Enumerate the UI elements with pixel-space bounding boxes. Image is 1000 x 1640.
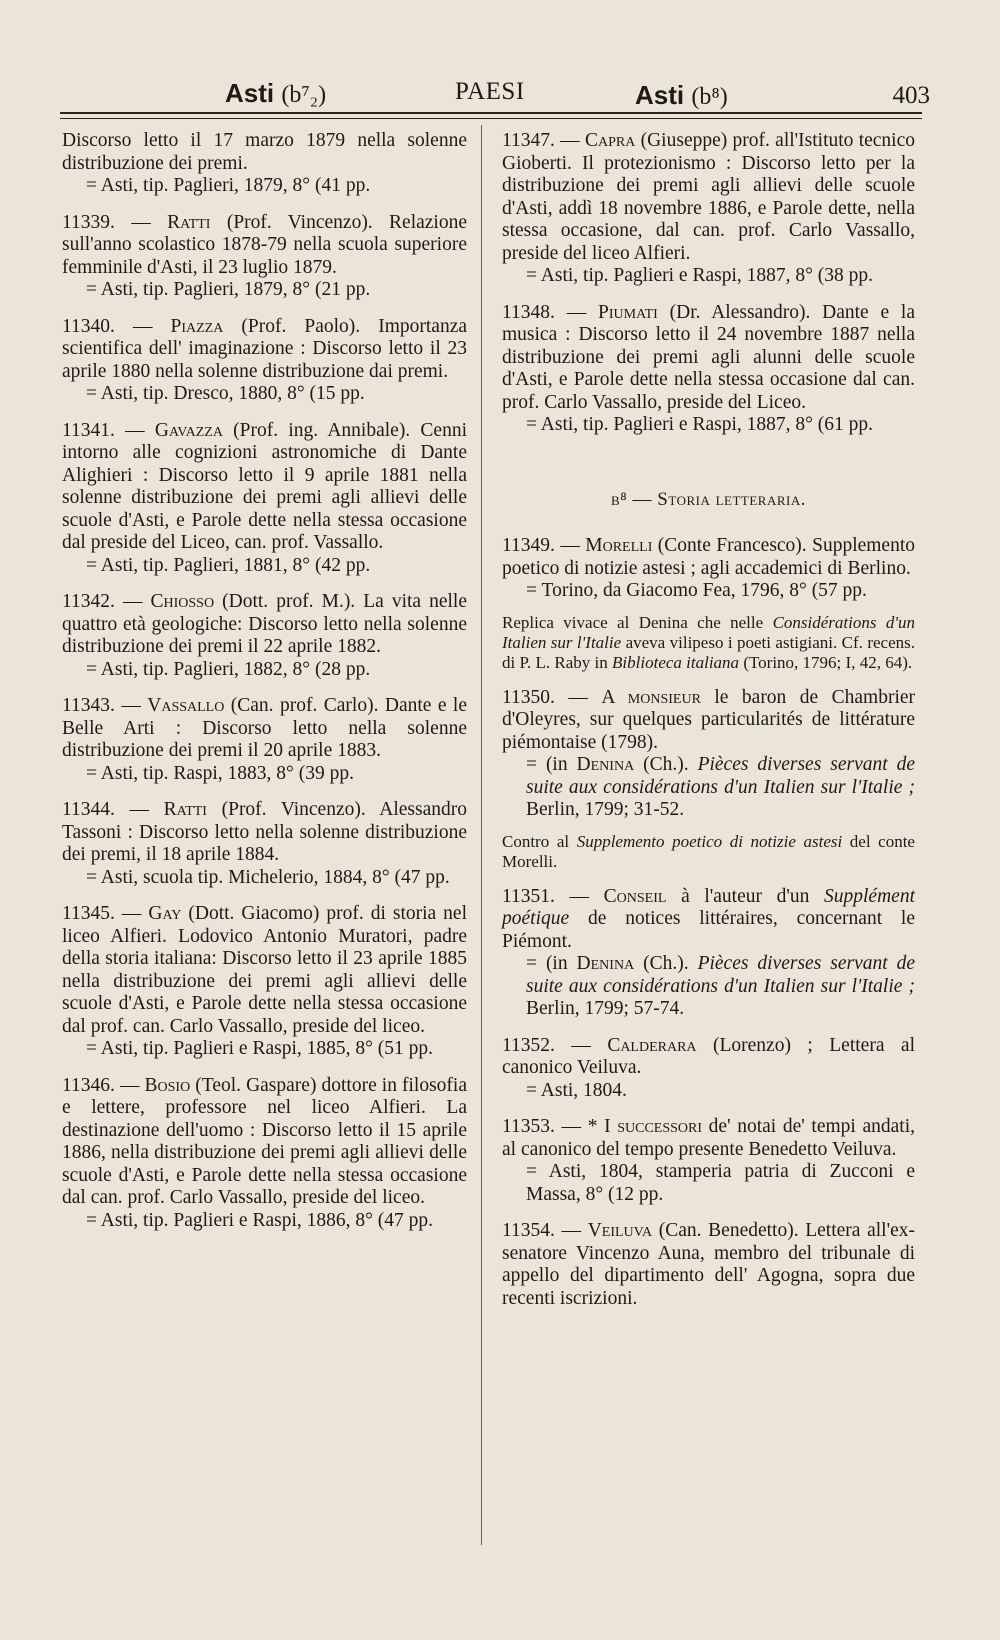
entry-note: Contro al Supplemento poetico di notizie astesi del conte Morelli. bbox=[502, 831, 915, 871]
entry-imprint: = Asti, 1804, stamperia patria di Zucconi e Massa, 8° (12 pp. bbox=[526, 1161, 915, 1205]
entry-11341: 11341. — Gavazza (Prof. ing. Annibale). Cenni intorno alle cognizioni astronomiche di Dante Alighieri : Discorso letto il 9 aprile 1881 nella solenne distribuzione dei premi agli allievi delle scuole d'Asti, e Parole dette nella stessa occasione dal preside del Liceo, can. prof. Vassallo. = Asti, tip. Paglieri, 1881, 8° (42 pp. bbox=[62, 419, 468, 576]
entry-11352: 11352. — Calderara (Lorenzo) ; Lettera al canonico Veiluva. = Asti, 1804. bbox=[502, 1034, 915, 1101]
entry-author: Veiluva bbox=[587, 1220, 653, 1241]
entry-author: * I successori bbox=[587, 1116, 703, 1137]
entry-11347: 11347. — Capra (Giuseppe) prof. all'Istituto tecnico Gioberti. Il protezionismo : Discorso letto per la distribuzione dei premi agli allievi delle scuole d'Asti, addì 18 novembre 1886, e Parole dette, nella stessa occasione, dal can. prof. Carlo Vassallo, preside del liceo Alfieri. = Asti, tip. Paglieri e Raspi, 1887, 8° (38 pp. bbox=[502, 130, 915, 286]
entry-title: le baron de Chambrier d'Oleyres, sur quelques particularités de littérature piémontaise (1798). bbox=[502, 686, 916, 753]
entry-imprint: = (in Denina (Ch.). Pièces diverses servant de suite aux considérations d'un Italien sur l'Italie ; Berlin, 1799; 57-74. bbox=[526, 953, 915, 1019]
entry-11345: 11345. — Gay (Dott. Giacomo) prof. di storia nel liceo Alfieri. Lodovico Antonio Muratori, padre della storia italiana: Discorso letto il 23 aprile 1885 nella distribuzione dei premi agli allievi delle scuole d'Asti, e Parole dette nella stessa occasione dal prof. can. Carlo Vassallo, preside del liceo. = Asti, tip. Paglieri e Raspi, 1885, 8° (51 pp. bbox=[62, 903, 467, 1059]
entry-author: Morelli bbox=[585, 535, 653, 556]
entry-imprint: = Asti, tip. Paglieri, 1879, 8° (41 pp. bbox=[86, 175, 371, 196]
entry-imprint: = Asti, scuola tip. Michelerio, 1884, 8° (47 pp. bbox=[86, 866, 450, 888]
entry-title: (Prof. Paolo). Importanza scientifica dell' imaginazione : Discorso letto il 23 aprile 1880 nella solenne distribuzione dai premi. bbox=[62, 315, 468, 382]
entry-title: (Dott. prof. M.). La vita nelle quattro età geologiche: Discorso letto nella solenne distribuzione dei premi il 22 aprile 1882. bbox=[62, 591, 468, 657]
entry-author: Gavazza bbox=[154, 419, 223, 441]
entry-imprint: = Asti, tip. Paglieri e Raspi, 1886, 8° (47 pp. bbox=[86, 1209, 434, 1231]
entry-11350: 11350. — A monsieur le baron de Chambrier d'Oleyres, sur quelques particularités de littérature piémontaise (1798). = (in Denina (Ch.). Pièces diverses servant de suite aux considérations d'un Italien sur l'Italie ; Berlin, 1799; 31-52. bbox=[502, 686, 916, 820]
entry-11342: 11342. — Chiosso (Dott. prof. M.). La vita nelle quattro età geologiche: Discorso letto nella solenne distribuzione dei premi il 22 aprile 1882. = Asti, tip. Paglieri, 1882, 8° (28 pp. bbox=[62, 591, 468, 680]
entry-title: (Dr. Alessandro). Dante e la musica : Discorso letto il 24 novembre 1887 nella distribuzione dei premi agli alunni delle scuole d'Asti, e Parole dette nella stessa occasione dal can. prof. Carlo Vassallo, preside del Liceo. bbox=[502, 301, 915, 413]
entry-author: Vassallo bbox=[147, 695, 225, 716]
entry-imprint: = Asti, tip. Dresco, 1880, 8° (15 pp. bbox=[86, 383, 365, 404]
entry-number: 11341. bbox=[62, 419, 115, 441]
entry-title: (Can. Benedetto). Lettera all'ex-senatore Vincenzo Auna, membro del tribunale di appello del dipartimento dell' Agogna, sopra due recenti iscrizioni. bbox=[502, 1220, 915, 1309]
running-header bbox=[55, 72, 930, 112]
page-number: 403 bbox=[892, 82, 930, 109]
entry-number: 11342. bbox=[62, 591, 115, 612]
header-left: Asti (b⁷₂) bbox=[225, 78, 327, 108]
entry-number: 11344. bbox=[62, 799, 115, 820]
header-rule bbox=[60, 112, 922, 114]
entry-imprint: = Asti, tip. Paglieri e Raspi, 1885, 8° (51 pp. bbox=[86, 1038, 434, 1059]
entry-11354: 11354. — Veiluva (Can. Benedetto). Lettera all'ex-senatore Vincenzo Auna, membro del tribunale di appello del dipartimento dell' Agogna, sopra due recenti iscrizioni. bbox=[502, 1220, 915, 1309]
entry-title: (Lorenzo) ; Lettera al canonico Veiluva. bbox=[502, 1034, 915, 1078]
entry-author: Piumati bbox=[598, 301, 658, 323]
entry-number: 11349. bbox=[502, 535, 555, 556]
entry-author: Ratti bbox=[163, 799, 207, 820]
entry-number: 11345. bbox=[62, 903, 115, 924]
entry-11339: 11339. — Ratti (Prof. Vincenzo). Relazione sull'anno scolastico 1878-79 nella scuola superiore femminile d'Asti, il 23 luglio 1879. = Asti, tip. Paglieri, 1879, 8° (21 pp. bbox=[62, 211, 468, 300]
header-center: PAESI bbox=[455, 78, 525, 105]
entry-title: de' notai de' tempi andati, al canonico del tempo presente Benedetto Veiluva. bbox=[502, 1116, 915, 1160]
entry-number: 11351. bbox=[502, 885, 555, 907]
entry-imprint: = Asti, tip. Paglieri, 1881, 8° (42 pp. bbox=[86, 554, 371, 576]
entry-11346: 11346. — Bosio (Teol. Gaspare) dottore in filosofia e lettere, professore nel liceo Alfieri. La destinazione dell'uomo : Discorso letto il 15 aprile 1886, nella distribuzione dei premi agli allievi delle scuole d'Asti, e Parole dette nella stessa occasione dal can. prof. Carlo Vassallo, preside del liceo. = Asti, tip. Paglieri e Raspi, 1886, 8° (47 pp. bbox=[62, 1074, 467, 1231]
right-column bbox=[502, 130, 915, 1324]
entry-title: (Prof. Vincenzo). Relazione sull'anno scolastico 1878-79 nella scuola superiore femminile d'Asti, il 23 luglio 1879. bbox=[62, 211, 468, 278]
entry-note: Replica vivace al Denina che nelle Considérations d'un Italien sur l'Italie aveva vilipeso i poeti astigiani. Cf. recens. di P. L. Raby in Biblioteca italiana (Torino, 1796; I, 42, 64). bbox=[502, 612, 915, 672]
entry-number: 11354. bbox=[502, 1220, 555, 1241]
entry-continued bbox=[62, 130, 467, 198]
entry-imprint: = Asti, tip. Paglieri e Raspi, 1887, 8° (38 pp. bbox=[526, 265, 874, 286]
entry-number: 11352. bbox=[502, 1034, 555, 1056]
entry-imprint: = Torino, da Giacomo Fea, 1796, 8° (57 pp. bbox=[526, 580, 867, 601]
entry-title: (Teol. Gaspare) dottore in filosofia e lettere, professore nel liceo Alfieri. La destinazione dell'uomo : Discorso letto il 15 aprile 1886, nella distribuzione dei premi agli allievi delle scuole d'Asti, e Parole dette nella stessa occasione dal can. prof. Carlo Vassallo, preside del liceo. bbox=[62, 1074, 467, 1208]
entry-author: Calderara bbox=[607, 1034, 697, 1056]
entry-author: Bosio bbox=[144, 1074, 191, 1096]
entry-author: A monsieur bbox=[601, 686, 701, 708]
entry-11344: 11344. — Ratti (Prof. Vincenzo). Alessandro Tassoni : Discorso letto nella solenne distribuzione dei premi, il 18 aprile 1884. = Asti, scuola tip. Michelerio, 1884, 8° (47 pp. bbox=[62, 799, 467, 888]
entry-title: (Giuseppe) prof. all'Istituto tecnico Gioberti. Il protezionismo : Discorso letto per la distribuzione dei premi agli allievi delle scuole d'Asti, addì 18 novembre 1886, e Parole dette, nella stessa occasione, dal can. prof. Carlo Vassallo, preside del liceo Alfieri. bbox=[502, 130, 915, 264]
entry-11349: 11349. — Morelli (Conte Francesco). Supplemento poetico di notizie astesi ; agli accademici di Berlino. = Torino, da Giacomo Fea, 1796, 8° (57 pp. bbox=[502, 535, 916, 601]
entry-title: (Prof. ing. Annibale). Cenni intorno alle cognizioni astronomiche di Dante Alighieri : Discorso letto il 9 aprile 1881 nella solenne distribuzione dei premi agli allievi delle scuole d'Asti, e Parole dette nella stessa occasione dal preside del Liceo, can. prof. Vassallo. bbox=[62, 419, 468, 553]
entry-11340: 11340. — Piazza (Prof. Paolo). Importanza scientifica dell' imaginazione : Discorso letto il 23 aprile 1880 nella solenne distribuzione dai premi. = Asti, tip. Dresco, 1880, 8° (15 pp. bbox=[62, 315, 468, 404]
entry-imprint: = Asti, tip. Paglieri, 1879, 8° (21 pp. bbox=[86, 279, 371, 300]
entry-number: 11348. bbox=[502, 301, 555, 323]
entry-number: 11346. bbox=[62, 1074, 115, 1096]
entry-number: 11347. bbox=[502, 130, 555, 151]
entry-number: 11339. bbox=[62, 211, 115, 233]
entry-title: (Conte Francesco). Supplemento poetico di notizie astesi ; agli accademici di Berlino. bbox=[502, 535, 916, 579]
entry-author: Gay bbox=[148, 903, 182, 924]
entry-imprint: = (in Denina (Ch.). Pièces diverses servant de suite aux considérations d'un Italien sur l'Italie ; Berlin, 1799; 31-52. bbox=[526, 754, 915, 820]
entry-text: Discorso letto il 17 marzo 1879 nella solenne distribuzione dei premi. bbox=[62, 130, 467, 174]
entry-imprint: = Asti, tip. Paglieri, 1882, 8° (28 pp. bbox=[86, 658, 371, 680]
entry-number: 11340. bbox=[62, 315, 115, 337]
entry-11343: 11343. — Vassallo (Can. prof. Carlo). Dante e le Belle Arti : Discorso letto nella solenne distribuzione dei premi il 20 aprile 1883. = Asti, tip. Raspi, 1883, 8° (39 pp. bbox=[62, 695, 467, 784]
entry-author: Capra bbox=[584, 130, 636, 151]
entry-author: Chiosso bbox=[150, 591, 215, 612]
entry-title: (Prof. Vincenzo). Alessandro Tassoni : Discorso letto nella solenne distribuzione dei premi, il 18 aprile 1884. bbox=[62, 799, 467, 865]
entry-number: 11350. bbox=[502, 686, 555, 708]
left-column bbox=[62, 130, 467, 1246]
entry-title: (Dott. Giacomo) prof. di storia nel liceo Alfieri. Lodovico Antonio Muratori, padre della storia italiana: Discorso letto il 23 aprile 1885 nella distribuzione dei premi agli allievi delle scuole d'Asti, e Parole dette nella stessa occasione dal prof. can. Carlo Vassallo, preside del liceo. bbox=[62, 903, 467, 1037]
section-title: b⁸ — Storia letteraria. bbox=[611, 488, 806, 510]
header-right: Asti (b⁸) bbox=[635, 80, 728, 110]
entry-title: (Can. prof. Carlo). Dante e le Belle Arti : Discorso letto nella solenne distribuzione dei premi il 20 aprile 1883. bbox=[62, 695, 467, 761]
header-rule-thin bbox=[60, 118, 922, 119]
entry-imprint: = Asti, tip. Raspi, 1883, 8° (39 pp. bbox=[86, 762, 354, 784]
entry-number: 11353. bbox=[502, 1116, 555, 1137]
entry-11348: 11348. — Piumati (Dr. Alessandro). Dante e la musica : Discorso letto il 24 novembre 1887 nella distribuzione dei premi agli alunni delle scuole d'Asti, e Parole dette nella stessa occasione dal can. prof. Carlo Vassallo, preside del Liceo. = Asti, tip. Paglieri e Raspi, 1887, 8° (61 pp. bbox=[502, 301, 915, 435]
column-divider bbox=[481, 125, 482, 1545]
entry-author: Conseil bbox=[603, 885, 667, 907]
entry-author: Piazza bbox=[170, 315, 224, 337]
entry-11353: 11353. — * I successori de' notai de' tempi andati, al canonico del tempo presente Benedetto Veiluva. = Asti, 1804, stamperia patria di Zucconi e Massa, 8° (12 pp. bbox=[502, 1116, 915, 1205]
entry-imprint: = Asti, tip. Paglieri e Raspi, 1887, 8° (61 pp. bbox=[526, 414, 874, 435]
entry-number: 11343. bbox=[62, 695, 115, 716]
entry-11351: 11351. — Conseil à l'auteur d'un Supplément poétique de notices littéraires, concernant le Piémont. = (in Denina (Ch.). Pièces diverses servant de suite aux considérations d'un Italien sur l'Italie ; Berlin, 1799; 57-74. bbox=[502, 885, 915, 1019]
entry-author: Ratti bbox=[167, 211, 211, 233]
entry-imprint: = Asti, 1804. bbox=[526, 1079, 627, 1101]
